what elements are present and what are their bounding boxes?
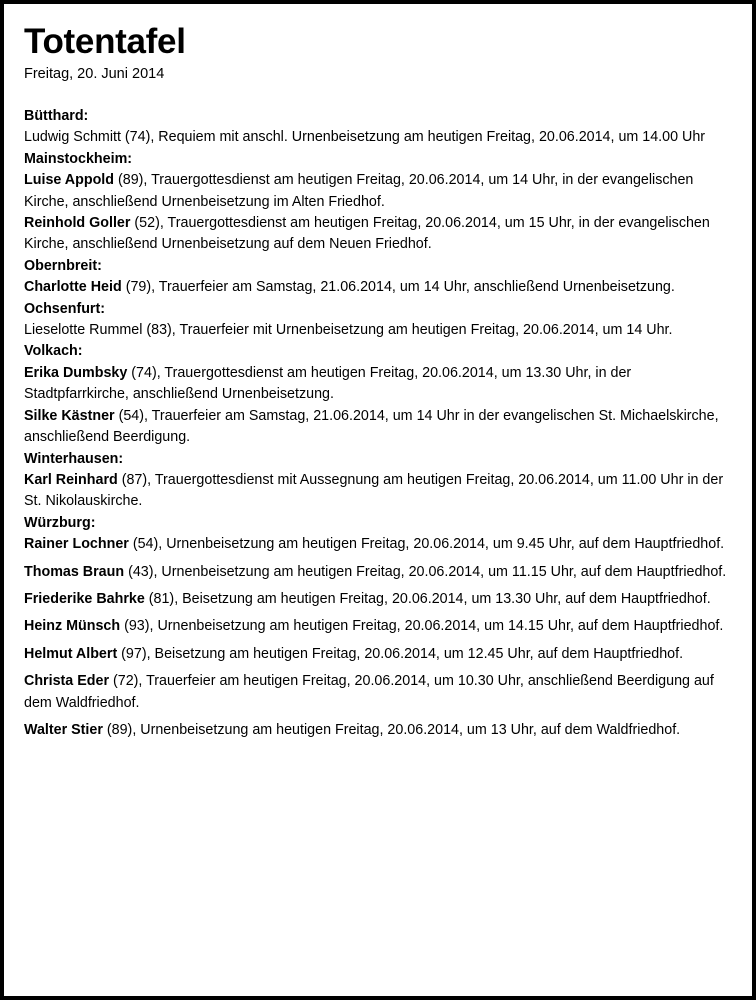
publication-date: Freitag, 20. Juni 2014: [24, 66, 165, 82]
entry-details: (87), Trauergottesdienst mit Aussegnung am heutigen Freitag, 20.06.2014, um 11.00 Uhr in der St. Nikolauskirche.: [24, 471, 724, 510]
page-title: Totentafel: [24, 22, 186, 61]
deceased-name: Karl Reinhard: [24, 471, 118, 488]
entry-details: (74), Trauergottesdienst am heutigen Freitag, 20.06.2014, um 13.30 Uhr, in der Stadtpfarrkirche, anschließend Urnenbeisetzung.: [24, 364, 632, 403]
page-inner: [4, 4, 752, 996]
obituary-entry: [24, 277, 728, 298]
deceased-name: Reinhold Goller: [24, 215, 131, 232]
entry-details: (79), Trauerfeier am Samstag, 21.06.2014, um 14 Uhr, anschließend Urnenbeisetzung.: [121, 279, 675, 296]
deceased-name: Silke Kästner: [24, 407, 115, 424]
deceased-name: Walter Stier: [24, 721, 103, 738]
obituary-entry: [24, 589, 728, 610]
entry-details: (52), Trauergottesdienst am heutigen Freitag, 20.06.2014, um 15 Uhr, in der evangelischen Kirche, anschließend Urnenbeisetzung auf dem Neuen Friedhof.: [24, 215, 710, 253]
masthead: [24, 22, 728, 84]
locality-group: [24, 513, 728, 742]
deceased-name: Luise Appold: [24, 172, 115, 189]
obituary-entry: [24, 320, 728, 341]
obituary-entry: [24, 363, 728, 406]
deceased-name: Charlotte Heid: [24, 279, 122, 296]
deceased-name: Heinz Münsch: [24, 618, 121, 635]
obituary-entry: [24, 616, 728, 637]
locality-name: Bütthard:: [24, 108, 89, 124]
locality-group: [24, 299, 728, 342]
deceased-name: Friederike Bahrke: [24, 590, 145, 607]
deceased-name: Lieselotte Rummel: [24, 322, 143, 339]
locality-group: [24, 149, 728, 256]
locality-group: [24, 106, 728, 149]
obituary-entry: [24, 671, 728, 714]
entry-details: (89), Trauergottesdienst am heutigen Freitag, 20.06.2014, um 14 Uhr, in der evangelischen Kirche, anschließend Urnenbeisetzung im Alten Friedhof.: [24, 172, 694, 210]
locality-group: [24, 449, 728, 513]
deceased-name: Rainer Lochner: [24, 536, 129, 553]
obituary-entry: [24, 470, 728, 513]
locality-name: Volkach:: [24, 343, 83, 360]
locality-group: [24, 341, 728, 448]
entry-details: (93), Urnenbeisetzung am heutigen Freitag, 20.06.2014, um 14.15 Uhr, auf dem Hauptfriedhof.: [120, 618, 724, 635]
locality-name: Mainstockheim:: [24, 150, 133, 167]
deceased-name: Christa Eder: [24, 673, 110, 690]
deceased-name: Helmut Albert: [24, 645, 118, 662]
obituary-entry: [24, 213, 728, 256]
obituary-entry: [24, 534, 728, 555]
locality-name: Winterhausen:: [24, 450, 124, 467]
obituary-entry: [24, 406, 728, 449]
entry-details: (54), Urnenbeisetzung am heutigen Freitag, 20.06.2014, um 9.45 Uhr, auf dem Hauptfriedhof.: [128, 536, 725, 553]
entry-details: (97), Beisetzung am heutigen Freitag, 20.06.2014, um 12.45 Uhr, auf dem Hauptfriedhof.: [117, 645, 684, 662]
entry-details: (81), Beisetzung am heutigen Freitag, 20.06.2014, um 13.30 Uhr, auf dem Hauptfriedhof.: [144, 590, 711, 607]
deceased-name: Ludwig Schmitt: [24, 129, 121, 146]
locality-name: Ochsenfurt:: [24, 300, 106, 317]
obituary-entry: [24, 562, 728, 583]
deceased-name: Erika Dumbsky: [24, 364, 128, 381]
notice-list: [24, 106, 728, 741]
locality-name: Obernbreit:: [24, 257, 102, 274]
locality-group: [24, 256, 728, 299]
entry-details: (74), Requiem mit anschl. Urnenbeisetzung am heutigen Freitag, 20.06.2014, um 14.00 Uhr: [120, 129, 706, 146]
obituary-entry: [24, 170, 728, 213]
entry-details: (83), Trauerfeier mit Urnenbeisetzung am heutigen Freitag, 20.06.2014, um 14 Uhr.: [142, 322, 673, 339]
entry-details: (43), Urnenbeisetzung am heutigen Freitag, 20.06.2014, um 11.15 Uhr, auf dem Hauptfriedhof.: [124, 563, 727, 580]
obituary-entry: [24, 720, 728, 741]
locality-name: Würzburg:: [24, 514, 96, 531]
entry-details: (54), Trauerfeier am Samstag, 21.06.2014, um 14 Uhr in der evangelischen St. Michaelskirche, anschließend Beerdigung.: [24, 407, 719, 446]
obituary-entry: [24, 644, 728, 665]
entry-details: (89), Urnenbeisetzung am heutigen Freitag, 20.06.2014, um 13 Uhr, auf dem Waldfriedhof.: [102, 721, 681, 738]
deceased-name: Thomas Braun: [24, 563, 125, 580]
obituary-entry: [24, 127, 728, 148]
entry-details: (72), Trauerfeier am heutigen Freitag, 20.06.2014, um 10.30 Uhr, anschließend Beerdigung auf dem Waldfriedhof.: [24, 673, 714, 711]
